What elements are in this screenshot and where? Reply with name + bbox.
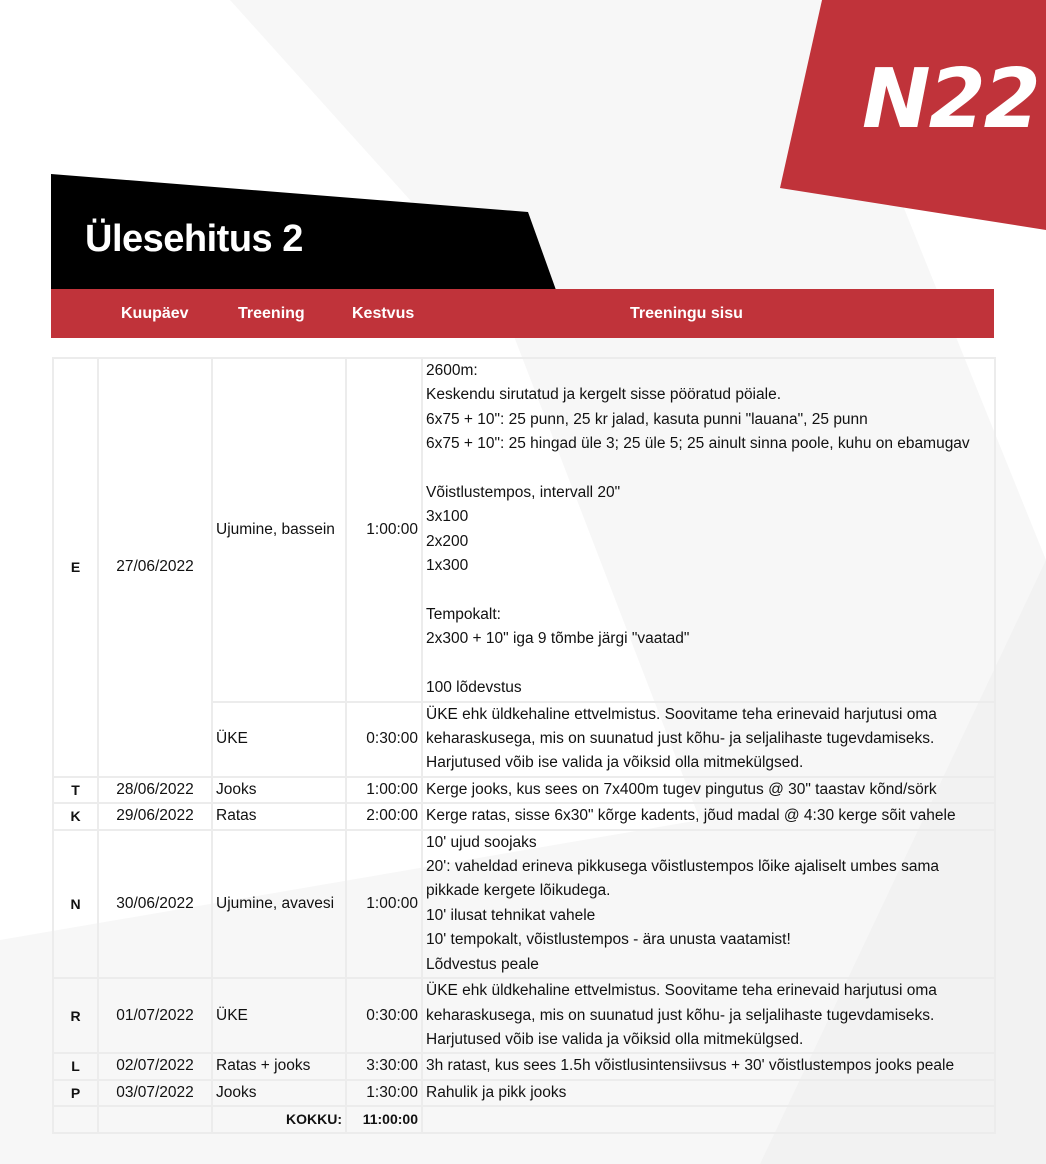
- content-cell: [422, 1080, 995, 1106]
- day-cell: L: [53, 1053, 98, 1079]
- training-cell: Ujumine, bassein: [212, 358, 346, 702]
- table-row: [53, 1080, 995, 1106]
- content-line: 3x100: [426, 508, 469, 526]
- content-cell: [422, 358, 995, 702]
- content-line: 20': vaheldad erineva pikkusega võistlustempos lõike ajaliselt umbes sama: [426, 858, 940, 876]
- date-cell: 02/07/2022: [98, 1053, 212, 1079]
- total-value: 11:00:00: [346, 1106, 422, 1132]
- content-line: 3h ratast, kus sees 1.5h võistlusintensiivsus + 30' võistlustempos jooks peale: [426, 1057, 955, 1075]
- day-cell: E: [53, 358, 98, 777]
- training-cell: ÜKE: [212, 978, 346, 1053]
- content-line: [426, 457, 991, 481]
- content-cell: [422, 777, 995, 803]
- schedule-table: [52, 357, 996, 1134]
- content-line: Rahulik ja pikk jooks: [426, 1083, 567, 1101]
- training-cell: Jooks: [212, 777, 346, 803]
- training-cell: Ujumine, avavesi: [212, 830, 346, 978]
- duration-cell: 1:30:00: [346, 1080, 422, 1106]
- date-cell: 03/07/2022: [98, 1080, 212, 1106]
- day-cell: K: [53, 803, 98, 829]
- day-cell: R: [53, 978, 98, 1053]
- content-cell: [422, 803, 995, 829]
- content-line: Lõdvestus peale: [426, 955, 539, 973]
- table-row: [53, 830, 995, 978]
- date-cell: 01/07/2022: [98, 978, 212, 1053]
- date-cell: 27/06/2022: [98, 358, 212, 777]
- content-line: 6x75 + 10": 25 hingad üle 3; 25 üle 5; 25 ainult sinna poole, kuhu on ebamugav: [426, 435, 970, 453]
- date-cell: 30/06/2022: [98, 830, 212, 978]
- content-line: Kerge jooks, kus sees on 7x400m tugev pingutus @ 30" taastav kõnd/sörk: [426, 780, 937, 798]
- content-line: Võistlustempos, intervall 20": [426, 484, 621, 502]
- content-line: 10' ilusat tehnikat vahele: [426, 906, 596, 924]
- content-cell: [422, 978, 995, 1053]
- content-line: 2x200: [426, 532, 469, 550]
- content-line: Tempokalt:: [426, 606, 501, 624]
- training-cell: Ratas: [212, 803, 346, 829]
- table-header: [51, 289, 994, 338]
- date-cell: 29/06/2022: [98, 803, 212, 829]
- date-cell: 28/06/2022: [98, 777, 212, 803]
- content-line: ÜKE ehk üldkehaline ettvelmistus. Soovitame teha erinevaid harjutusi oma: [426, 982, 937, 1000]
- table-row: [53, 1053, 995, 1079]
- empty-cell: [98, 1106, 212, 1132]
- duration-cell: 3:30:00: [346, 1053, 422, 1079]
- table-row: [53, 803, 995, 829]
- logo-text: N22: [862, 52, 1039, 147]
- content-line: Harjutused võib ise valida ja võiksid olla mitmekülgsed.: [426, 1030, 804, 1048]
- duration-cell: 0:30:00: [346, 978, 422, 1053]
- content-line: 2600m:: [426, 362, 478, 379]
- content-line: 100 lõdevstus: [426, 679, 522, 697]
- content-cell: [422, 1053, 995, 1079]
- page-title: Ülesehitus 2: [85, 218, 303, 260]
- content-line: 6x75 + 10": 25 punn, 25 kr jalad, kasuta punni "lauana", 25 punn: [426, 410, 868, 428]
- day-cell: T: [53, 777, 98, 803]
- content-line: Kerge ratas, sisse 6x30" kõrge kadents, jõud madal @ 4:30 kerge sõit vahele: [426, 807, 956, 825]
- content-line: 10' ujud soojaks: [426, 833, 537, 851]
- total-row: [53, 1106, 995, 1132]
- content-line: Harjutused võib ise valida ja võiksid olla mitmekülgsed.: [426, 754, 804, 772]
- content-line: keharaskusega, mis on suunatud just kõhu- ja seljalihaste tugevdamiseks.: [426, 730, 935, 748]
- content-line: Keskendu sirutatud ja kergelt sisse pööratud pöiale.: [426, 386, 781, 404]
- training-cell: ÜKE: [212, 702, 346, 777]
- content-line: pikkade kergete lõikudega.: [426, 882, 611, 900]
- empty-cell: [422, 1106, 995, 1132]
- empty-cell: [53, 1106, 98, 1132]
- content-line: [426, 579, 991, 603]
- content-line: keharaskusega, mis on suunatud just kõhu- ja seljalihaste tugevdamiseks.: [426, 1006, 935, 1024]
- header-duration: Kestvus: [352, 305, 415, 322]
- table-row: [53, 978, 995, 1053]
- day-cell: N: [53, 830, 98, 978]
- training-cell: Jooks: [212, 1080, 346, 1106]
- duration-cell: 1:00:00: [346, 358, 422, 702]
- day-cell: P: [53, 1080, 98, 1106]
- header-date: Kuupäev: [121, 305, 189, 322]
- duration-cell: 1:00:00: [346, 777, 422, 803]
- header-content: Treeningu sisu: [630, 305, 743, 322]
- content-line: 2x300 + 10" iga 9 tõmbe järgi "vaatad": [426, 630, 690, 648]
- table-row: [53, 777, 995, 803]
- table-row: [53, 358, 995, 702]
- content-line: 1x300: [426, 557, 469, 575]
- header-training: Treening: [238, 305, 305, 322]
- total-label: KOKKU:: [212, 1106, 346, 1132]
- content-cell: [422, 702, 995, 777]
- duration-cell: 0:30:00: [346, 702, 422, 777]
- content-cell: [422, 830, 995, 978]
- duration-cell: 1:00:00: [346, 830, 422, 978]
- training-cell: Ratas + jooks: [212, 1053, 346, 1079]
- content-line: 10' tempokalt, võistlustempos - ära unusta vaatamist!: [426, 931, 791, 949]
- content-line: [426, 652, 991, 676]
- content-line: ÜKE ehk üldkehaline ettvelmistus. Soovitame teha erinevaid harjutusi oma: [426, 705, 937, 723]
- duration-cell: 2:00:00: [346, 803, 422, 829]
